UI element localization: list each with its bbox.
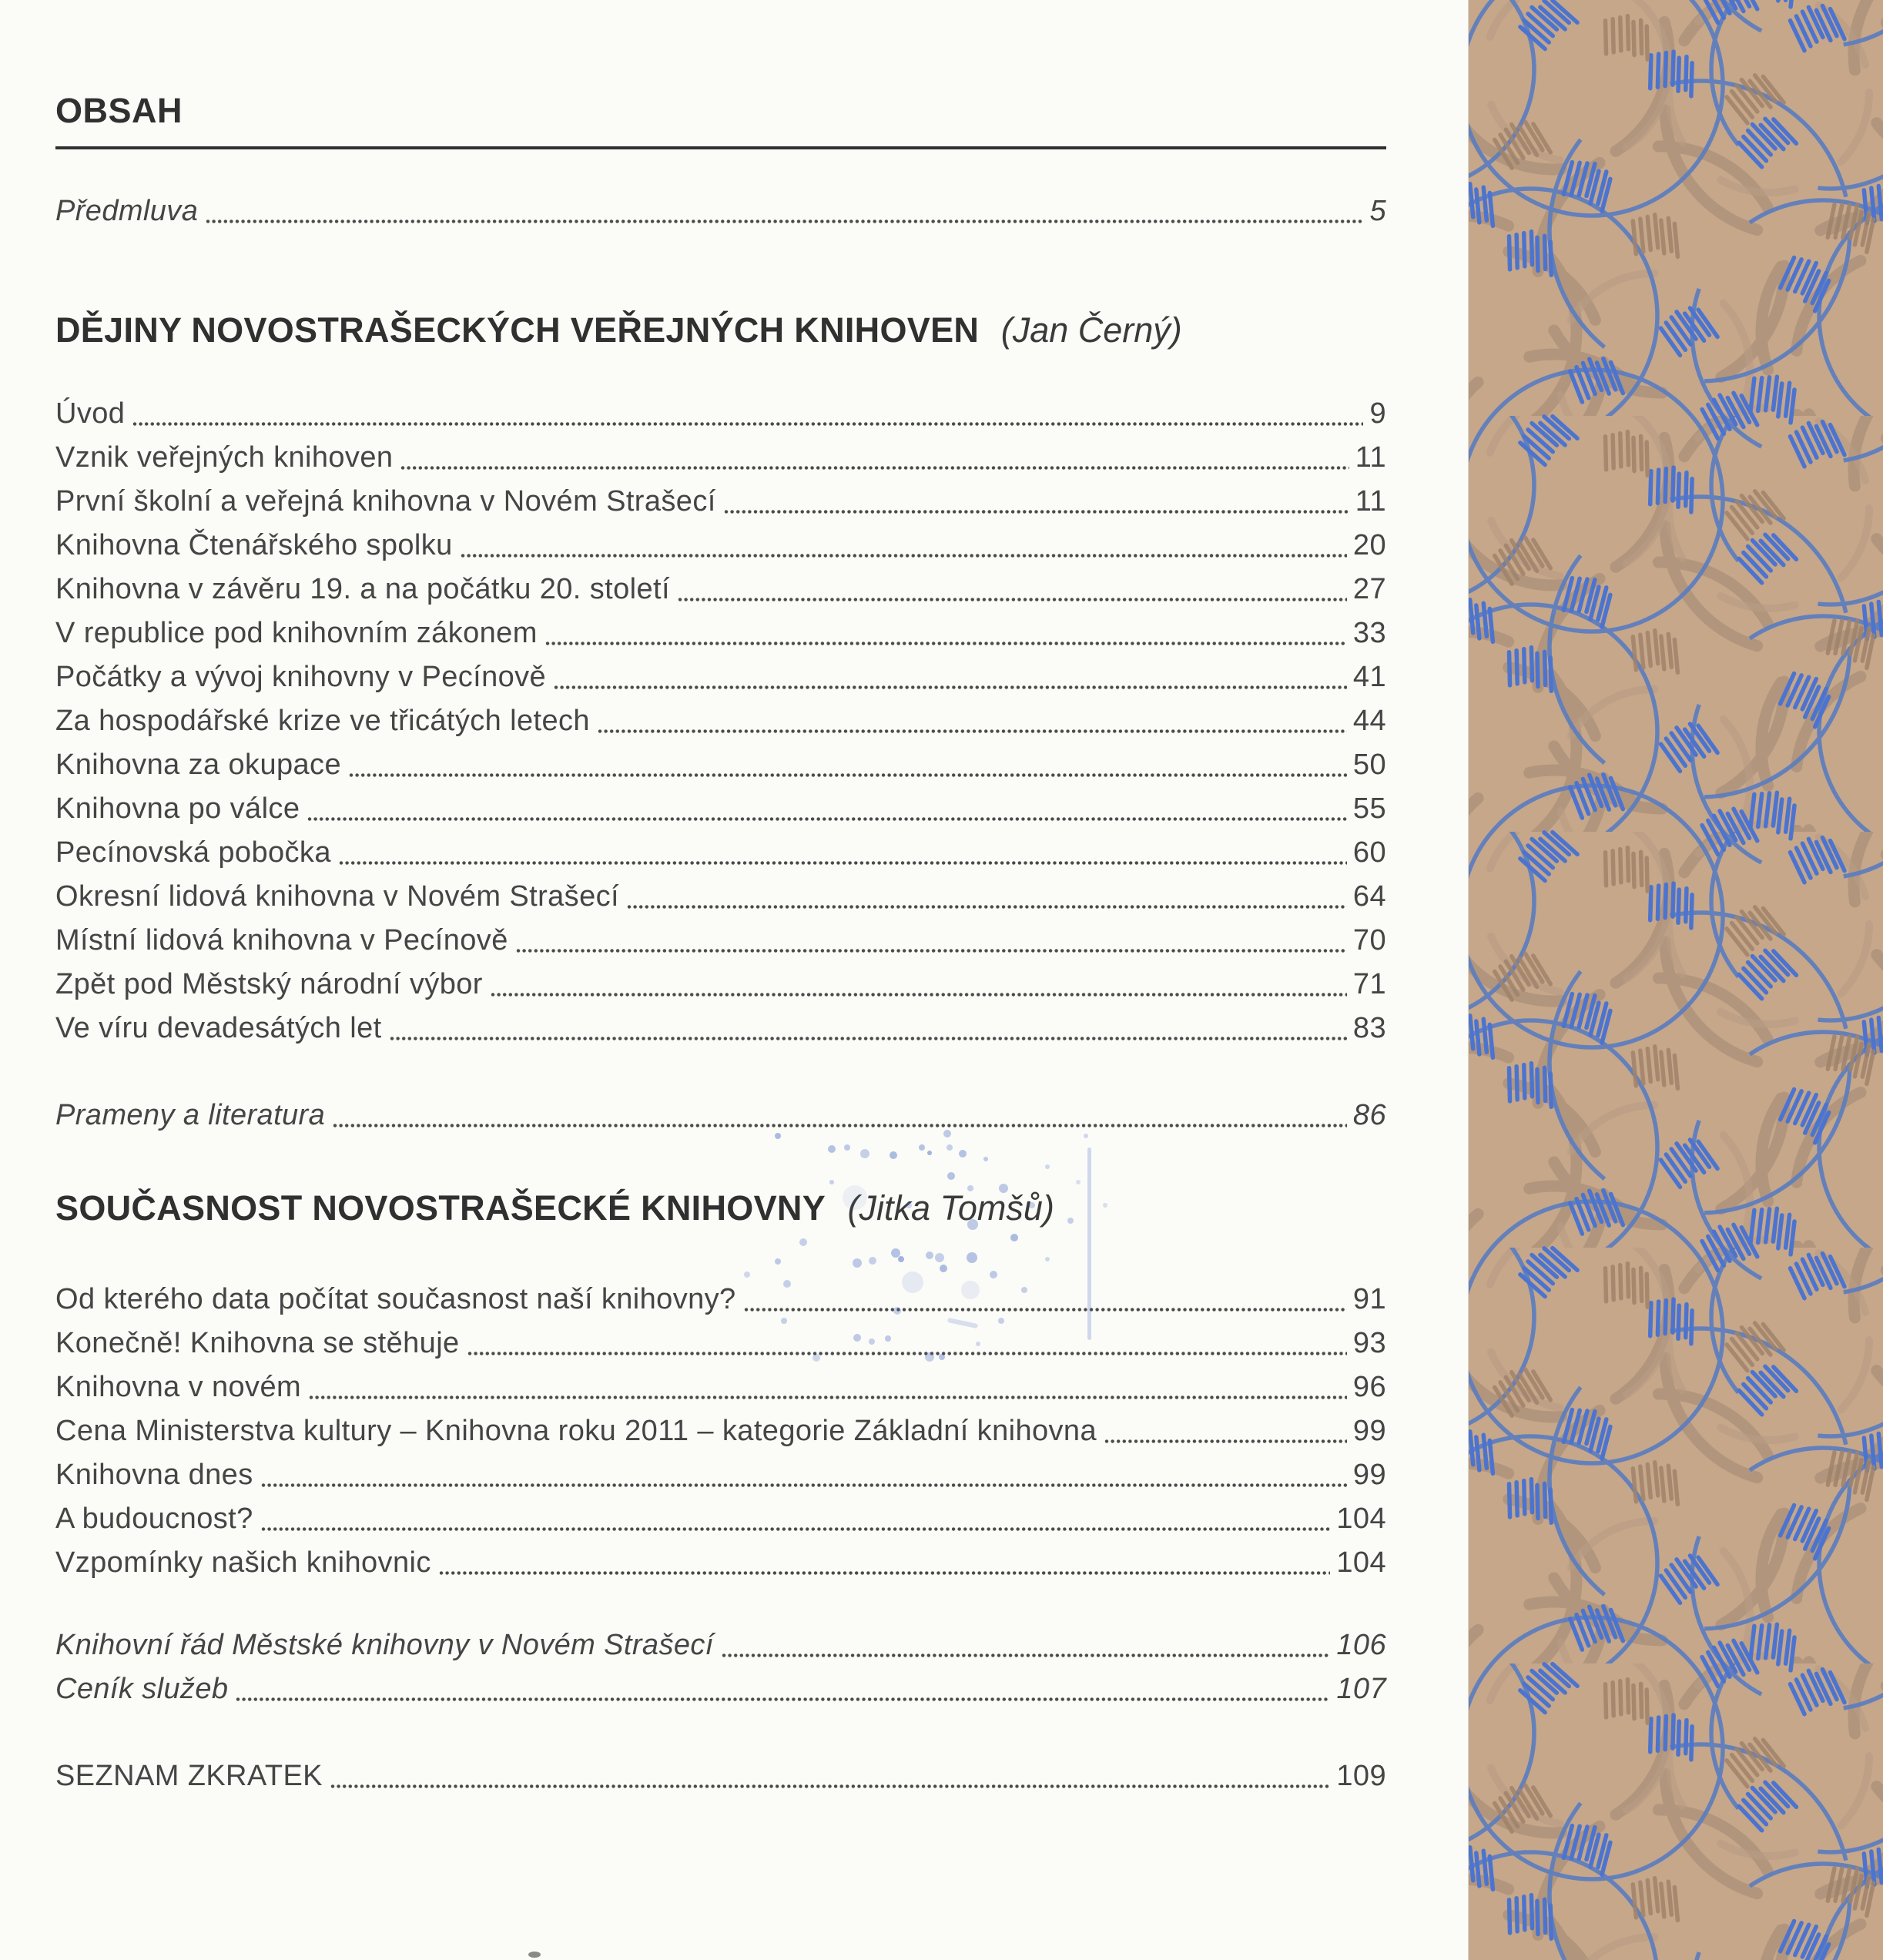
- toc-entry: [55, 655, 1386, 699]
- preface-rows: [55, 189, 1386, 233]
- dot-leader: [400, 463, 1349, 473]
- toc-entry: [55, 743, 1386, 787]
- toc-entry-page: 96: [1352, 1371, 1386, 1403]
- toc-entry-page: 86: [1352, 1099, 1386, 1131]
- toc-entry-label: Knihovna v závěru 19. a na počátku 20. století: [55, 573, 670, 605]
- toc-entry-label: Místní lidová knihovna v Pecínově: [55, 924, 508, 957]
- toc-entry-page: 64: [1352, 880, 1386, 913]
- toc-entry-label: Od kterého data počítat současnost naší knihovny?: [55, 1283, 736, 1315]
- dot-leader: [439, 1568, 1331, 1578]
- dot-leader: [132, 419, 1363, 429]
- toc-entry-label: Za hospodářské krize ve třicátých letech: [55, 705, 590, 737]
- toc-entry-label: Knihovní řád Městské knihovny v Novém Strašecí: [55, 1629, 714, 1661]
- dot-leader: [516, 946, 1347, 956]
- toc-entry-page: 11: [1355, 485, 1386, 518]
- toc-entry: [55, 919, 1386, 963]
- toc-entry-page: 104: [1336, 1503, 1386, 1535]
- dot-leader: [390, 1034, 1347, 1044]
- toc-entry-page: 93: [1352, 1327, 1386, 1359]
- scan-speck: [528, 1952, 541, 1958]
- toc-entry-label: V republice pod knihovním zákonem: [55, 617, 538, 649]
- toc-entry: [55, 1754, 1386, 1798]
- dot-leader: [598, 726, 1347, 736]
- toc-entry-page: 33: [1352, 617, 1386, 649]
- toc-entry-page: 5: [1369, 195, 1386, 227]
- toc-entry-label: Vznik veřejných knihoven: [55, 441, 394, 474]
- toc-entry-page: 44: [1352, 705, 1386, 737]
- toc-entry-page: 60: [1352, 836, 1386, 869]
- page-title: OBSAH: [55, 91, 1386, 149]
- toc-entry: [55, 1623, 1386, 1667]
- toc-entry-page: 91: [1352, 1283, 1386, 1315]
- toc-entry: [55, 699, 1386, 743]
- section-history: [55, 307, 1386, 1137]
- toc-entry: [55, 1667, 1386, 1711]
- toc-entry: [55, 568, 1386, 611]
- dot-leader: [724, 507, 1349, 517]
- toc-entry-page: 70: [1352, 924, 1386, 957]
- dot-leader: [349, 770, 1347, 780]
- dot-leader: [545, 638, 1347, 648]
- toc-entry-label: Knihovna po válce: [55, 792, 300, 825]
- dot-leader: [206, 216, 1363, 226]
- toc-entry-label: Knihovna Čtenářského spolku: [55, 529, 453, 561]
- section-entries: [55, 1278, 1386, 1585]
- toc-entry: [55, 524, 1386, 568]
- toc-entry-label: Prameny a literatura: [55, 1099, 326, 1131]
- toc-entry-label: Vzpomínky našich knihovnic: [55, 1546, 431, 1579]
- toc-entry-page: 20: [1352, 529, 1386, 561]
- toc-entry-label: Pecínovská pobočka: [55, 836, 331, 869]
- dot-leader: [333, 1121, 1347, 1131]
- toc-entry-label: Úvod: [55, 397, 126, 430]
- toc-entry: [55, 611, 1386, 655]
- toc-entry-label: Zpět pod Městský národní výbor: [55, 968, 483, 1000]
- toc-entry-page: 50: [1352, 749, 1386, 781]
- toc-entry-page: 99: [1352, 1415, 1386, 1447]
- toc-entry-page: 83: [1352, 1012, 1386, 1044]
- toc-entry-label: Knihovna dnes: [55, 1459, 253, 1491]
- toc-entry: [55, 1007, 1386, 1050]
- toc-entry: [55, 1497, 1386, 1541]
- toc-entry: [55, 787, 1386, 831]
- dot-leader: [491, 990, 1347, 1000]
- toc-entry: [55, 831, 1386, 875]
- dot-leader: [744, 1305, 1347, 1315]
- section-title: SOUČASNOST NOVOSTRAŠECKÉ KNIHOVNY: [55, 1188, 826, 1228]
- toc-entry-page: 99: [1352, 1459, 1386, 1491]
- section-heading: [55, 307, 1386, 353]
- toc-entry-page: 9: [1369, 397, 1386, 430]
- toc-entry: [55, 1278, 1386, 1322]
- dot-leader: [309, 1392, 1347, 1402]
- toc-entry: [55, 392, 1386, 436]
- section-heading: [55, 1185, 1386, 1231]
- toc-entry-page: 27: [1352, 573, 1386, 605]
- toc-entry: [55, 1409, 1386, 1453]
- toc-entry-label: Ve víru devadesátých let: [55, 1012, 382, 1044]
- toc-entry-page: 55: [1352, 792, 1386, 825]
- toc-entry-label: Knihovna za okupace: [55, 749, 341, 781]
- section-author: (Jan Černý): [1000, 310, 1182, 350]
- dot-leader: [461, 551, 1347, 561]
- toc-entry-label: Konečně! Knihovna se stěhuje: [55, 1327, 460, 1359]
- toc-entry-page: 109: [1336, 1760, 1386, 1792]
- toc-entry-page: 107: [1336, 1673, 1386, 1705]
- toc-entry: [55, 436, 1386, 480]
- dot-leader: [261, 1524, 1331, 1534]
- toc-entry: [55, 1365, 1386, 1409]
- dot-leader: [339, 858, 1347, 868]
- toc-entry-label: První školní a veřejná knihovna v Novém Strašecí: [55, 485, 716, 518]
- dot-leader: [236, 1694, 1330, 1704]
- dot-leader: [722, 1650, 1331, 1660]
- toc-content: [55, 0, 1386, 1798]
- toc-entry-page: 71: [1352, 968, 1386, 1000]
- toc-entry: [55, 1094, 1386, 1137]
- toc-entry: [55, 480, 1386, 524]
- dot-leader: [627, 902, 1347, 912]
- section-tail-entries: [55, 1623, 1386, 1711]
- section-title: DĚJINY NOVOSTRAŠECKÝCH VEŘEJNÝCH KNIHOVEN: [55, 310, 980, 350]
- toc-entry-page: 104: [1336, 1546, 1386, 1579]
- dot-leader: [307, 814, 1347, 824]
- toc-entry-label: Předmluva: [55, 195, 199, 227]
- toc-entry-label: SEZNAM ZKRATEK: [55, 1760, 323, 1792]
- section-author: (Jitka Tomšů): [847, 1188, 1054, 1228]
- toc-entry: [55, 1322, 1386, 1365]
- toc-entry: [55, 963, 1386, 1007]
- toc-entry-label: A budoucnost?: [55, 1503, 253, 1535]
- dot-leader: [554, 682, 1347, 692]
- toc-entry: [55, 1453, 1386, 1497]
- decorative-pattern-strip: [1468, 0, 1883, 1960]
- dot-leader: [678, 595, 1347, 605]
- toc-entry: [55, 189, 1386, 233]
- toc-entry: [55, 1541, 1386, 1585]
- toc-entry-label: Ceník služeb: [55, 1673, 229, 1705]
- section-tail-entries: [55, 1094, 1386, 1137]
- toc-entry: [55, 875, 1386, 919]
- toc-entry-page: 106: [1336, 1629, 1386, 1661]
- toc-entry-label: Knihovna v novém: [55, 1371, 302, 1403]
- toc-entry-label: Okresní lidová knihovna v Novém Strašecí: [55, 880, 619, 913]
- section-entries: [55, 392, 1386, 1050]
- dot-leader: [1104, 1436, 1347, 1446]
- toc-entry-label: Počátky a vývoj knihovny v Pecínově: [55, 661, 547, 693]
- dot-leader: [467, 1349, 1347, 1359]
- section-present: [55, 1185, 1386, 1711]
- abbreviations-row: [55, 1754, 1386, 1798]
- dot-leader: [261, 1480, 1347, 1490]
- toc-entry-page: 41: [1352, 661, 1386, 693]
- dot-leader: [330, 1781, 1330, 1791]
- toc-entry-label: Cena Ministerstva kultury – Knihovna roku 2011 – kategorie Základní knihovna: [55, 1415, 1097, 1447]
- toc-entry-page: 11: [1355, 441, 1386, 474]
